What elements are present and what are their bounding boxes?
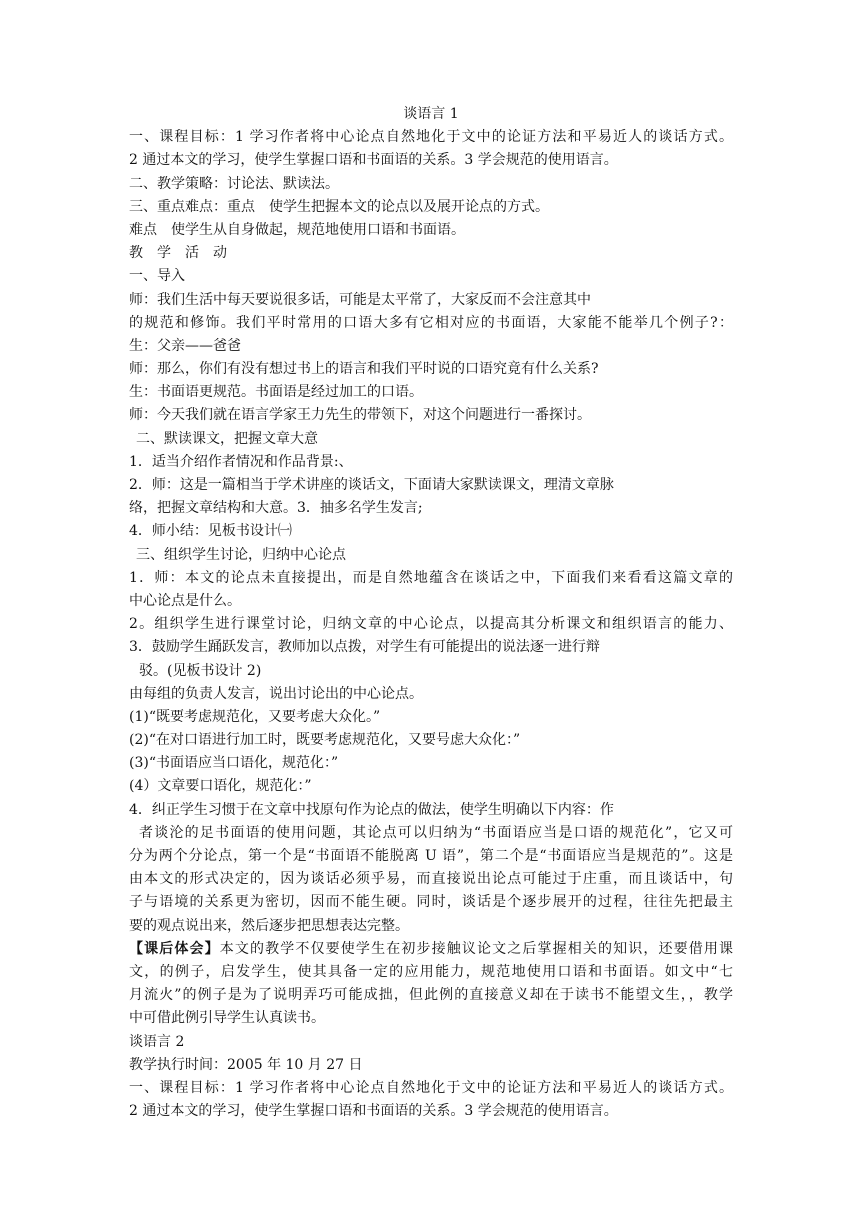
paragraph-line: 1．师：本文的论点未直接提出，而是自然地蕴含在谈话之中，下面我们来看看这篇文章的 bbox=[129, 569, 733, 586]
teaching-date: 教学执行时间：2005 年 10 月 27 日 bbox=[129, 1056, 363, 1073]
paragraph-line: 者谈沦的足书面语的使用问题，其论点可以归纳为“书面语应当是口语的规范化”，它又可 bbox=[139, 824, 733, 841]
reflection-line-1 bbox=[129, 938, 733, 961]
paragraph-line: 文，的例子，启发学生，使其具备一定的应用能力，规范地使用口语和书面语。如文中“七 bbox=[129, 963, 733, 980]
course-goal-line-1: 一、课程目标：1 学习作者将中心论点自然地化于文中的论证方法和平易近人的谈话方式。 bbox=[129, 1079, 733, 1096]
paragraph-line: 2．师：这是一篇相当于学术讲座的谈话文，下面请大家默读课文，理清文章脉 bbox=[129, 477, 614, 493]
paragraph-line: 师：我们生活中每天要说很多话，可能是太平常了，大家反而不会注意其中 bbox=[129, 291, 591, 308]
difficult-points: 难点 使学生从自身做起，规范地使用口语和书面语。 bbox=[129, 221, 465, 238]
paragraph-line: 1．适当介绍作者情况和作品背景:、 bbox=[129, 453, 353, 470]
paragraph-line: 络，把握文章结构和大意。3．抽多名学生发言; bbox=[129, 500, 423, 517]
paragraph-line: 由每组的负责人发言，说出讨论出的中心论点。 bbox=[129, 685, 423, 702]
list-item: (3)“书面语应当口语化，规范化：” bbox=[129, 755, 339, 772]
course-goal-line-2: 2 通过本文的学习，使学生掌握口语和书面语的关系。3 学会规范的使用语言。 bbox=[129, 1103, 618, 1120]
paragraph-line: 中心论点是什么。 bbox=[129, 592, 241, 609]
paragraph-line: 师：那么，你们有没有想过书上的语言和我们平时说的口语究竟有什么关系? bbox=[129, 361, 599, 378]
reflection-text: 本文的教学不仅要使学生在初步接触议论文之后掌握相关的知识，还要借用课 bbox=[219, 940, 733, 957]
paragraph-line: 4．师小结：见板书设计㈠ bbox=[129, 523, 292, 540]
reflection-label: 【课后体会】 bbox=[129, 940, 220, 957]
section-discussion-heading: 三、组织学生讨论，归纳中心论点 bbox=[136, 546, 346, 563]
document-page bbox=[129, 103, 733, 1123]
paragraph-line: 要的观点说出来，然后逐步把思想表达完整。 bbox=[129, 917, 409, 934]
list-item: (2)“在对口语进行加工时，既要考虑规范化，又要号虑大众化：” bbox=[129, 732, 521, 749]
paragraph-line: 中可借此例引导学生认真读书。 bbox=[129, 1010, 325, 1027]
teaching-activities-heading: 教 学 活 动 bbox=[129, 245, 227, 262]
paragraph-line: 驳。(见板书设计 2) bbox=[139, 662, 262, 679]
section-intro-heading: 一、导入 bbox=[129, 268, 185, 285]
paragraph-line: 分为两个分论点，第一个是“书面语不能脱离 U 语”，第二个是“书面语应当是规范的”。这是 bbox=[129, 848, 733, 864]
teaching-strategy: 二、教学策略：讨论法、默读法。 bbox=[129, 175, 339, 192]
paragraph-line: 师：今天我们就在语言学家王力先生的带领下，对这个问题进行一番探讨。 bbox=[129, 407, 591, 424]
lesson-title-1: 谈语言 1 bbox=[403, 106, 459, 122]
paragraph-line: 3．鼓励学生踊跃发言，教师加以点拨，对学生有可能提出的说法逐一进行辩 bbox=[129, 639, 600, 656]
paragraph-line: 2。组织学生进行课堂讨论，归纳文章的中心论点，以提高其分析课文和组织语言的能力、 bbox=[129, 616, 733, 633]
paragraph-line: 生：父亲——爸爸 bbox=[129, 337, 241, 354]
list-item: (4）文章要口语化，规范化：” bbox=[129, 778, 312, 795]
lesson-title-2: 谈语言 2 bbox=[129, 1033, 185, 1050]
paragraph-line: 的规范和修饰。我们平时常用的口语大多有它相对应的书面语，大家能不能举几个例子?： bbox=[129, 314, 733, 331]
paragraph-line: 4．纠正学生习惯于在文章中找原句作为论点的做法，使学生明确以下内容：作 bbox=[129, 801, 614, 818]
list-item: (1)“既要考虑规范化，又要考虑大众化。” bbox=[129, 708, 381, 725]
paragraph-line: 子与语境的关系更为密切，因而不能生硬。同时，谈话是个逐步展开的过程，往往先把最主 bbox=[129, 894, 733, 911]
key-points: 三、重点难点：重点 使学生把握本文的论点以及展开论点的方式。 bbox=[129, 198, 549, 215]
section-reading-heading: 二、默读课文，把握文章大意 bbox=[136, 430, 318, 447]
paragraph-line: 月流火”的例子是为了说明弄巧可能成拙，但此例的直接意义却在于读书不能望文生，，教学 bbox=[129, 987, 733, 1004]
paragraph-line: 生：书面语更规范。书面语是经过加工的口语。 bbox=[129, 384, 423, 401]
course-goal-line-2: 2 通过本文的学习，使学生掌握口语和书面语的关系。3 学会规范的使用语言。 bbox=[129, 152, 618, 169]
course-goal-line-1: 一、课程目标：1 学习作者将中心论点自然地化于文中的论证方法和平易近人的谈话方式。 bbox=[129, 129, 733, 146]
paragraph-line: 由本文的形式决定的，因为谈话必须乎易，而直接说出论点可能过于庄重，而且谈话中，句 bbox=[129, 871, 733, 888]
